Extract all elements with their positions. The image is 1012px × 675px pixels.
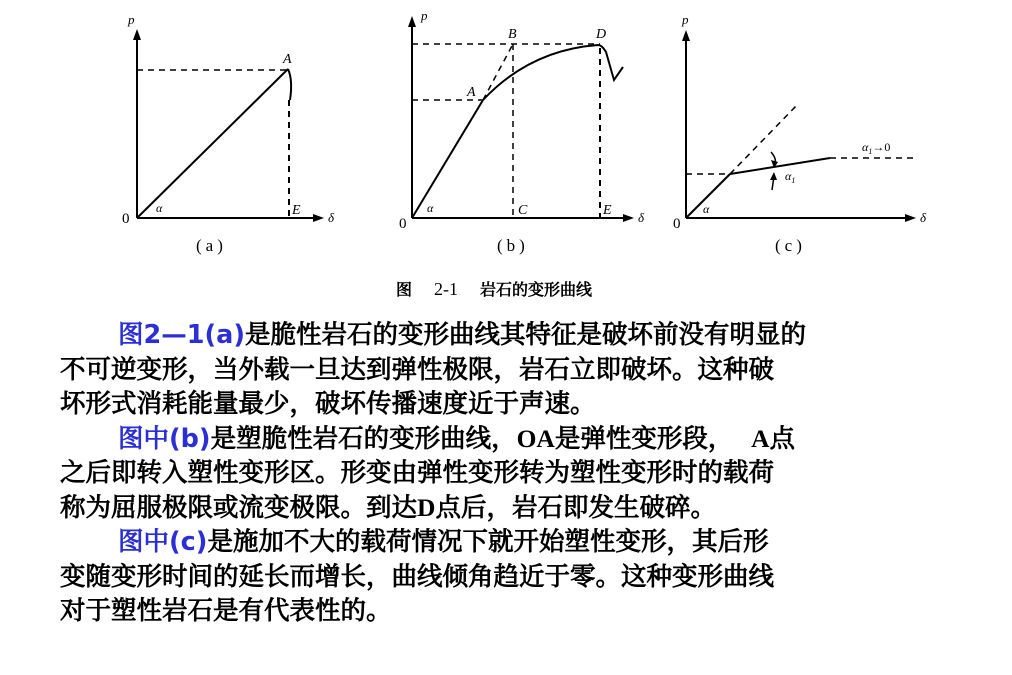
panel-a-point-e: E — [292, 203, 301, 218]
panel-b-axis-y-label: p — [421, 8, 428, 23]
figure-ref-a: 图2—1(a) — [118, 320, 246, 350]
caption-number: 2-1 — [434, 279, 459, 299]
panel-c-angle-arrow-bottom — [770, 172, 777, 180]
panel-c-label: (c) — [775, 236, 806, 255]
figure-ref-c: 图中(c) — [118, 527, 208, 557]
paragraph-a: 图2—1(a)是脆性岩石的变形曲线其特征是破坏前没有明显的 不可逆变形，当外载一旦达到弹性极限，岩石立即破坏。这种破 坏形式消耗能量最少，破坏传播速度近于声速。 — [60, 320, 807, 419]
paragraph-c: 图中(c)是施加不大的载荷情况下就开始塑性变形，其后形 变随变形时间的延长而增长，曲线倾角趋近于零。这种变形曲线 对于塑性岩石是有代表性的。 — [60, 527, 775, 626]
panel-a-drop-curve — [288, 69, 291, 100]
panel-b-y-arrow — [408, 16, 416, 27]
panel-c-plastic-line — [730, 158, 830, 174]
panel-b-plastic-curve — [483, 45, 623, 100]
panel-b-origin-label: 0 — [399, 216, 407, 232]
panel-b-label: (b) — [497, 236, 529, 255]
panel-b-angle-label: α — [427, 201, 434, 215]
panel-a-axis-x-label: δ — [328, 210, 335, 225]
panel-b-point-a: A — [467, 85, 476, 100]
panel-b-x-arrow — [623, 214, 634, 222]
panel-c-axis-x-label: δ — [920, 210, 927, 225]
panel-b-point-d: D — [596, 27, 607, 42]
panel-c-axis-y-label: p — [682, 12, 689, 27]
figure-ref-b: 图中(b) — [118, 423, 211, 454]
panel-a-origin-label: 0 — [122, 211, 130, 227]
panel-c-origin-label: 0 — [673, 216, 681, 232]
caption-prefix: 图 — [396, 280, 413, 299]
panel-a-elastic-line — [137, 69, 288, 218]
panel-c-angle-label: α — [703, 202, 710, 216]
figure-2-1 — [0, 0, 1012, 310]
caption-title: 岩石的变形曲线 — [480, 280, 593, 299]
panel-a-axis-y-label: p — [128, 12, 135, 27]
panel-a-y-arrow — [133, 29, 141, 40]
figure-caption — [396, 277, 592, 300]
panel-c-limit-label: $\alpha_1\to 0$ — [862, 140, 891, 156]
panel-b-elastic-line — [412, 100, 483, 218]
panel-c-y-arrow — [682, 30, 690, 41]
paragraph-b: 图中(b)是塑脆性岩石的变形曲线，OA是弹性变形段， A点 之后即转入塑性变形区。形变由弹性变形转为塑性变形时的载荷 称为屈服极限或流变极限。到达D点后，岩石即发生破碎。 — [60, 423, 796, 523]
panel-c-dashed-extension — [730, 104, 798, 174]
panel-c-angle1-label: $\alpha_1$ — [785, 169, 796, 185]
panel-c-x-arrow — [905, 214, 916, 222]
panel-b-point-e: E — [603, 203, 612, 218]
panel-a — [122, 12, 335, 255]
panel-b-point-b: B — [508, 27, 517, 42]
body-text — [60, 318, 960, 629]
panel-a-x-arrow — [313, 214, 324, 222]
panel-b-dashed-ab — [483, 44, 513, 100]
panel-b-axis-x-label: δ — [638, 210, 645, 225]
panel-a-label: (a) — [196, 236, 227, 255]
panel-b — [399, 8, 645, 255]
panel-a-point-a: A — [283, 52, 292, 67]
panel-a-angle-label: α — [156, 201, 163, 215]
panel-c — [673, 12, 927, 255]
panel-b-point-c: C — [518, 203, 528, 218]
